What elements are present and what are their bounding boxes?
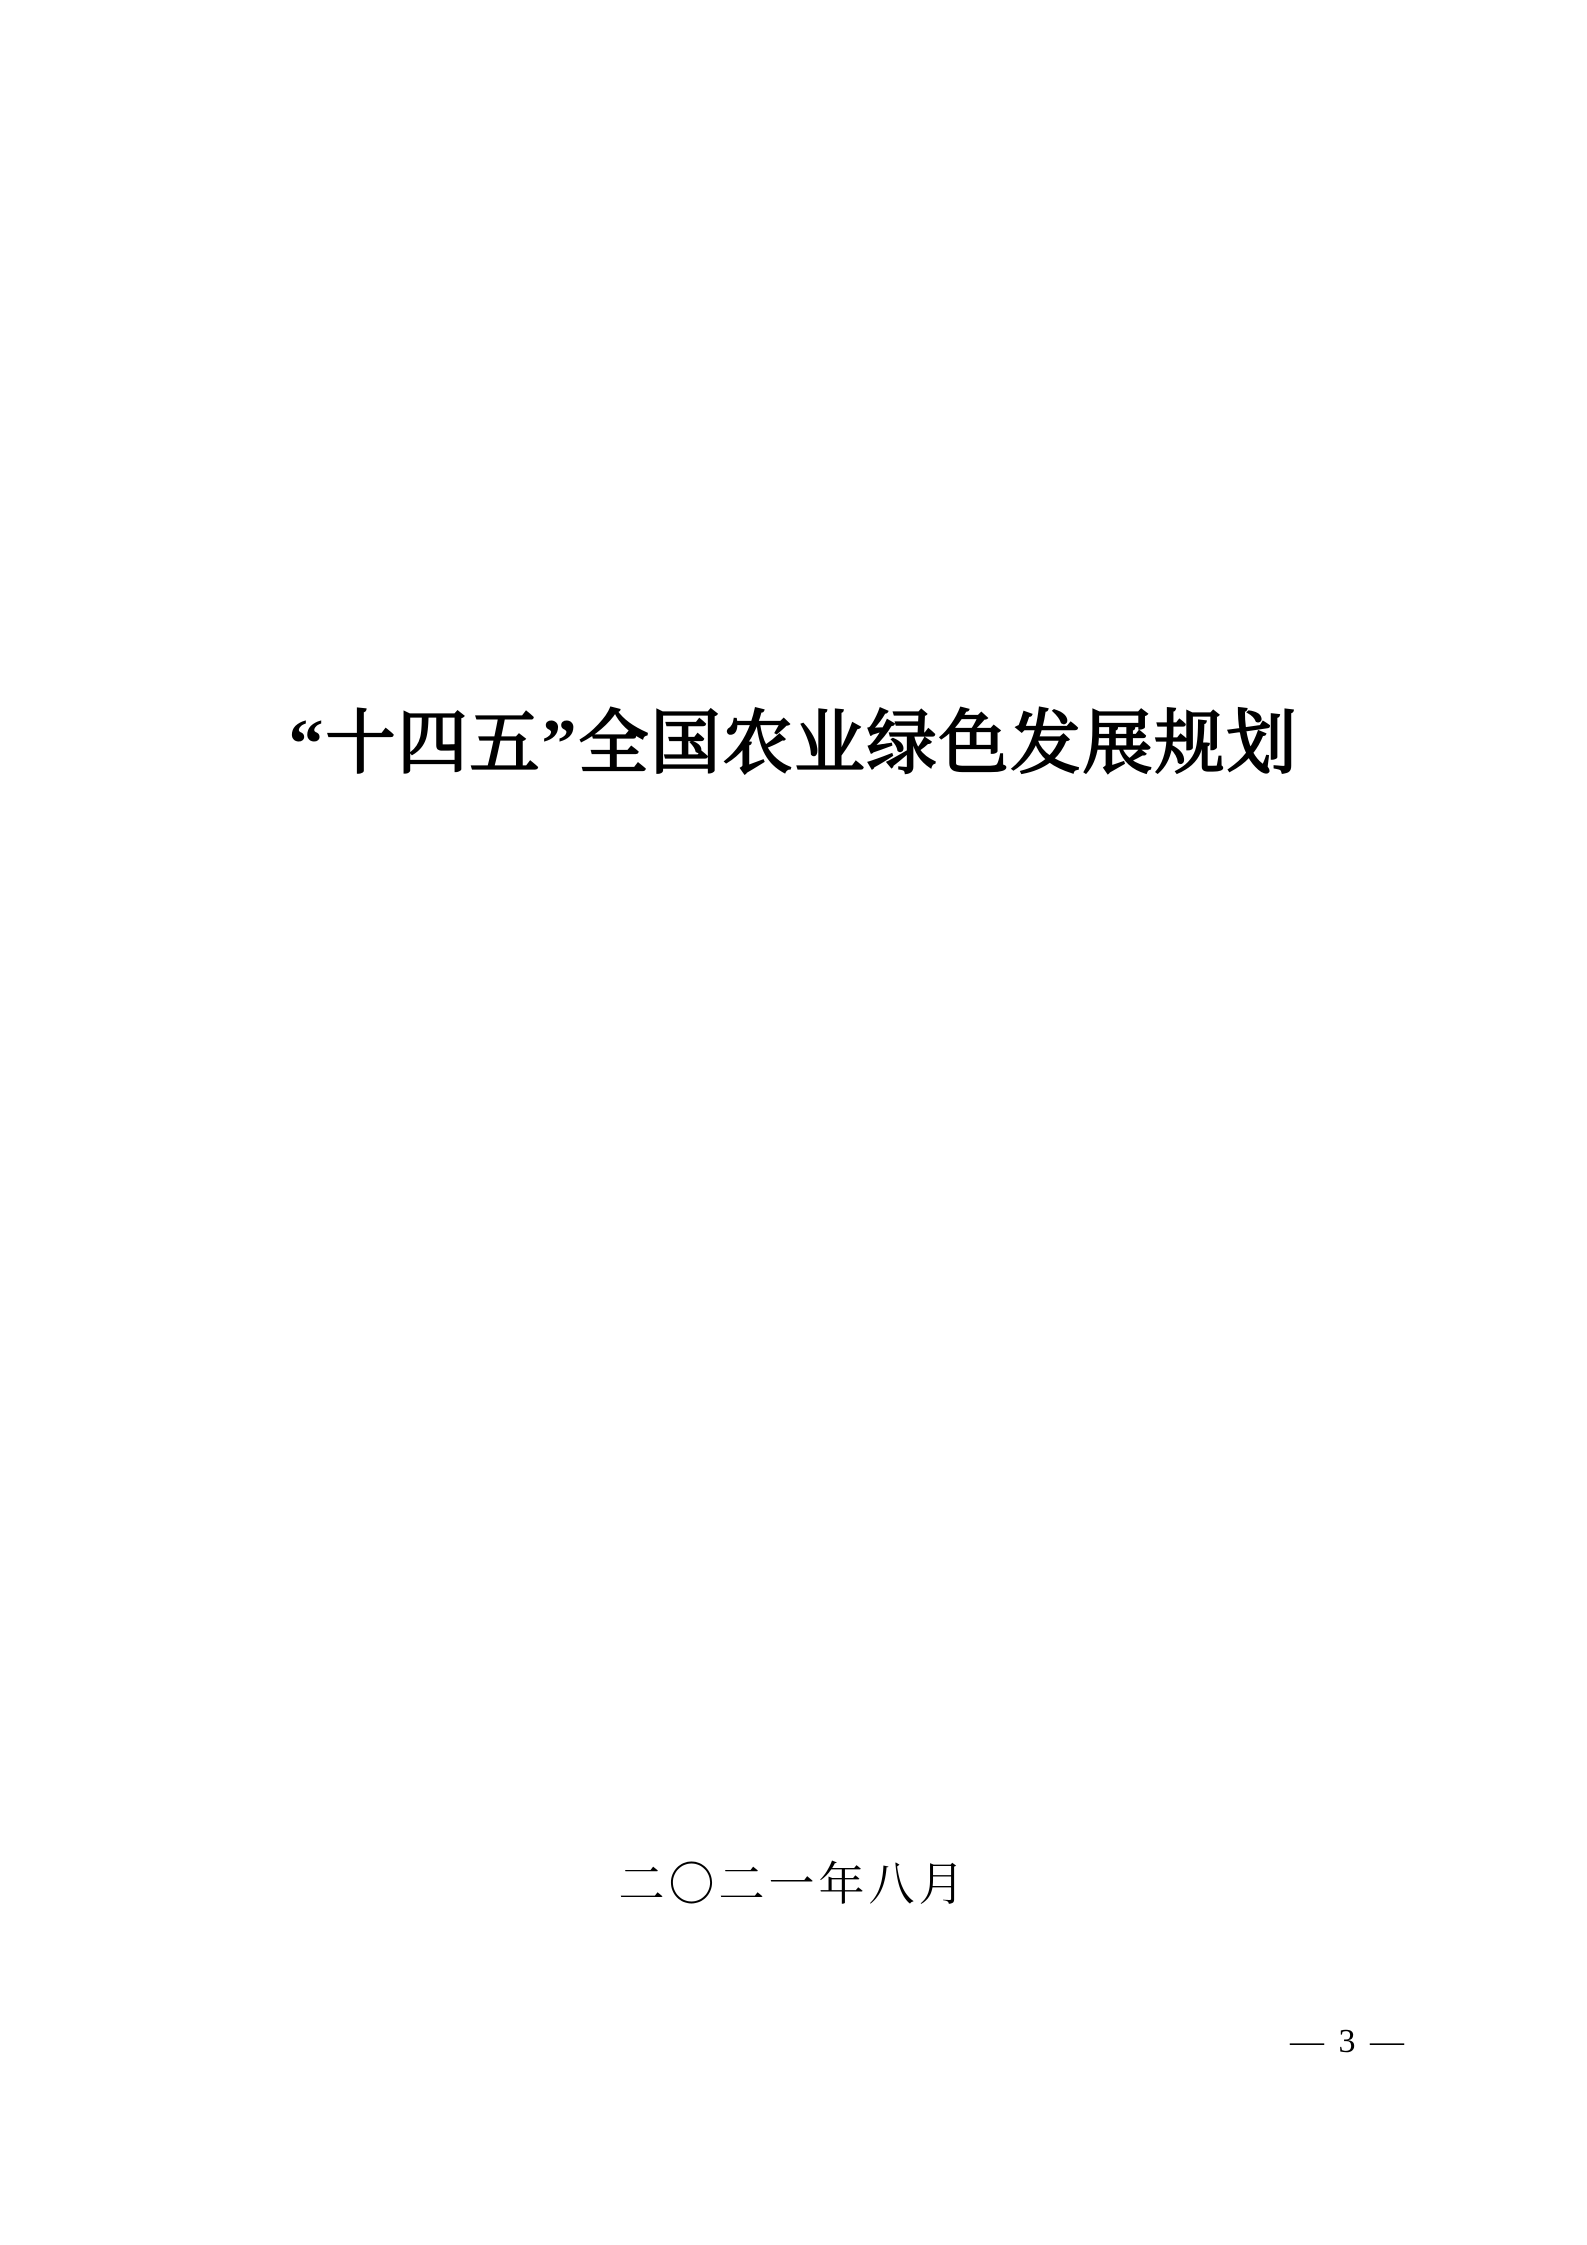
document-date: 二〇二一年八月 — [618, 1859, 969, 1910]
page-number: — 3 — — [1290, 2023, 1407, 2060]
page-title: “十四五”全国农业绿色发展规划 — [288, 705, 1299, 783]
